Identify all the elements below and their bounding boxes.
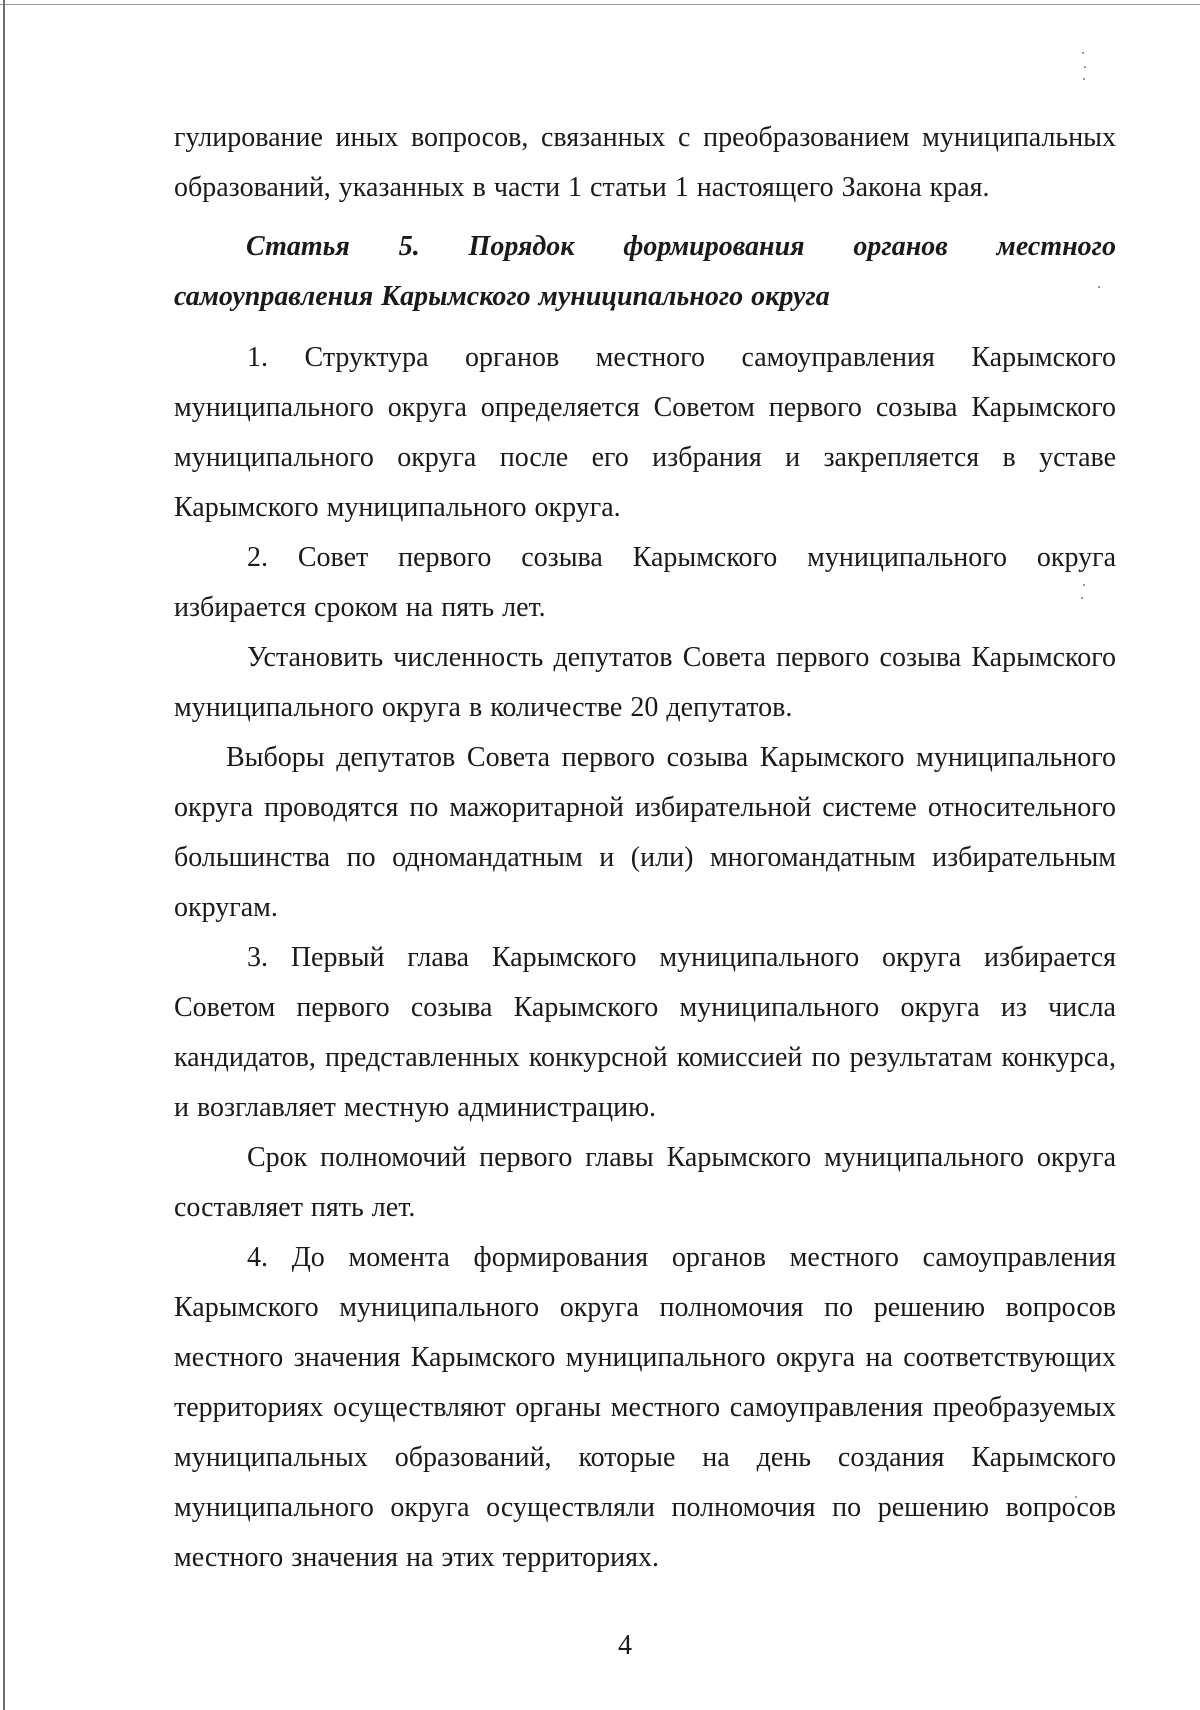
paragraph-3: 3. Первый глава Карымского муниципального округа избирается Советом первого созыва Карымского муниципального округа из числа кандидатов, представленных конкурсной комиссией по результатам конкурса, и возглавляет местную администрацию. — [174, 942, 1116, 1123]
paragraph-elections: Выборы депутатов Совета первого созыва Карымского муниципального округа проводятся по мажоритарной избирательной системе относительного большинства по одномандатным и (или) многомандатным избирательным округам. — [174, 742, 1116, 923]
body-text-block-1 — [174, 113, 1116, 213]
article-heading-block — [174, 222, 1116, 322]
body-text-block-2 — [174, 333, 1116, 1583]
scan-speck — [1083, 78, 1085, 80]
paragraph-term: Срок полномочий первого главы Карымского муниципального округа составляет пять лет. — [174, 1142, 1116, 1223]
scan-speck — [1084, 66, 1086, 68]
scan-edge-top — [0, 4, 1200, 5]
paragraph-2: 2. Совет первого созыва Карымского муниципального округа избирается сроком на пять лет. — [174, 542, 1116, 623]
scan-edge-left — [3, 0, 5, 1710]
paragraph-1: 1. Структура органов местного самоуправления Карымского муниципального округа определяется Советом первого созыва Карымского муниципального округа после его избрания и закрепляется в уставе Карымского муниципального округа. — [174, 342, 1116, 523]
paragraph-continuation: гулирование иных вопросов, связанных с преобразованием муниципальных образований, указанных в части 1 статьи 1 настоящего Закона края. — [174, 122, 1116, 203]
scan-speck — [1082, 52, 1084, 54]
article-heading: Статья 5. Порядок формирования органов местного самоуправления Карымского муниципального округа — [174, 231, 1116, 312]
page-number: 4 — [618, 1630, 632, 1661]
paragraph-deputies-count: Установить численность депутатов Совета первого созыва Карымского муниципального округа в количестве 20 депутатов. — [174, 642, 1116, 723]
paragraph-4: 4. До момента формирования органов местного самоуправления Карымского муниципального округа полномочия по решению вопросов местного значения Карымского муниципального округа на соответствующих территориях осуществляют органы местного самоуправления преобразуемых муниципальных образований, которые на день создания Карымского муниципального округа осуществляли полномочия по решению вопросов местного значения на этих территориях. — [174, 1242, 1116, 1573]
